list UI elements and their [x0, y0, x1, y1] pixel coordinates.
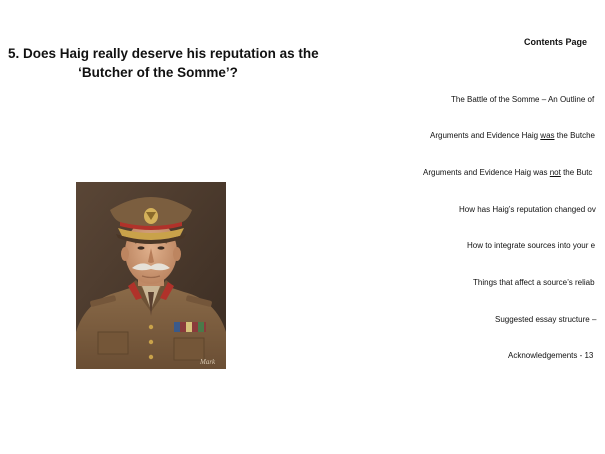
title-line-2: ‘Butcher of the Somme’?	[78, 65, 238, 80]
toc-item-text: How to integrate sources into your e	[467, 241, 596, 250]
toc-item-text: The Battle of the Somme – An Outline of	[451, 95, 595, 104]
toc-item	[451, 95, 594, 104]
title-line-1: 5. Does Haig really deserve his reputation as the	[8, 46, 319, 61]
toc-item-text: How has Haig’s reputation changed ov	[459, 205, 596, 214]
haig-portrait	[76, 182, 226, 369]
toc-item	[423, 168, 592, 177]
toc-item-text: Things that affect a source’s reliab	[473, 278, 595, 287]
toc-item	[473, 278, 595, 287]
toc-item-text: Arguments and Evidence Haig was	[423, 168, 550, 177]
contents-heading: Contents Page	[524, 37, 588, 47]
toc-item-emphasis: not	[549, 168, 561, 177]
toc-item-text-end: the Butc	[560, 168, 593, 177]
toc-item-text: Arguments and Evidence Haig	[430, 131, 541, 140]
toc-item	[508, 351, 593, 360]
toc-item	[430, 131, 595, 140]
toc-item-text: Acknowledgements - 13	[508, 351, 594, 360]
toc-item-emphasis: was	[540, 131, 555, 140]
toc-item	[459, 205, 596, 214]
page-title	[8, 44, 319, 82]
portrait-signature: Mark	[200, 358, 216, 366]
toc-item-text-end: the Butche	[554, 131, 596, 140]
right-page	[310, 0, 605, 454]
toc-item-text: Suggested essay structure –	[495, 315, 597, 324]
toc-item	[467, 241, 595, 250]
toc-item	[495, 315, 596, 324]
